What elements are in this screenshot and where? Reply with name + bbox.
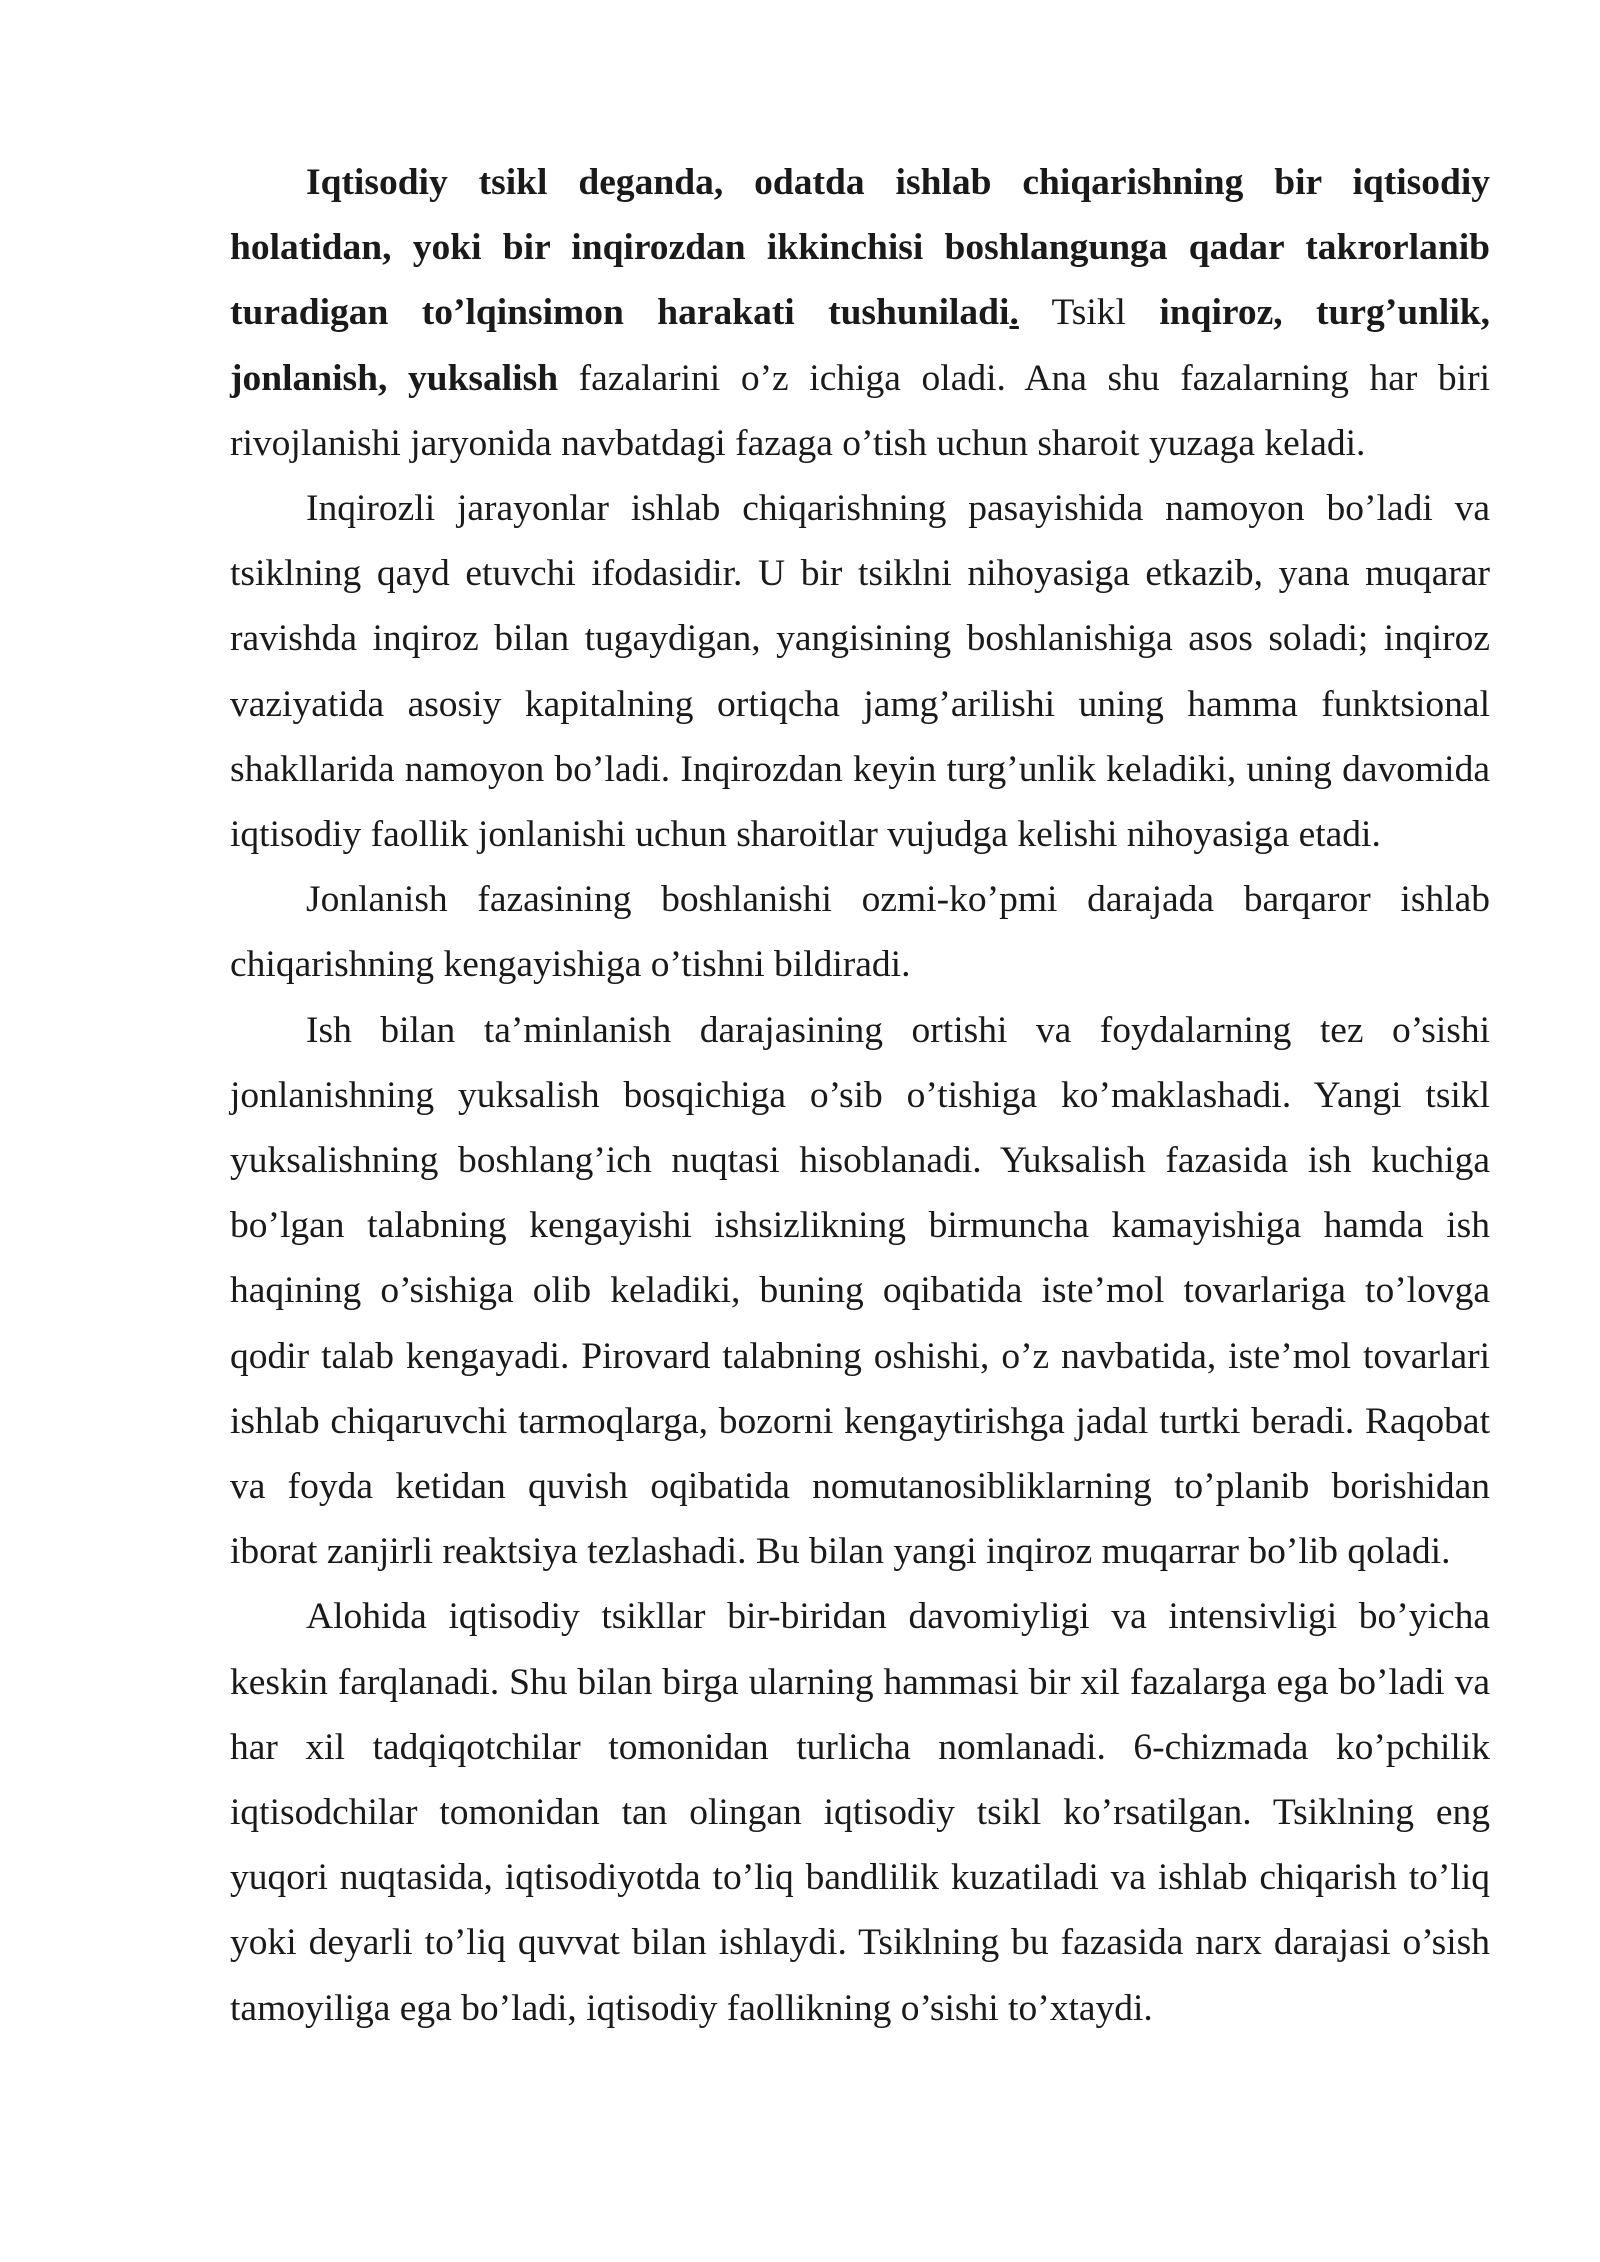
- phases-bold-list: inqiroz, turg’unlik, jonlanish, yuksalish: [230, 292, 1490, 399]
- paragraph-revival: Jonlanish fazasining boshlanishi ozmi-ko’pmi darajada barqaror ishlab chiqarishning kengayishiga o’tishni bildiradi.: [230, 879, 1490, 986]
- paragraph-upswing: Ish bilan ta’minlanish darajasining ortishi va foydalarning tez o’sishi jonlanishning yuksalish bosqichiga o’sib o’tishiga ko’maklashadi. Yangi tsikl yuksalishning boshlang’ich nuqtasi hisoblanadi. Yuksalish fazasida ish kuchiga bo’lgan talabning kengayishi ishsizlikning birmuncha kamayishiga hamda ish haqining o’sishiga olib keladiki, buning oqibatida iste’mol tovarlariga to’lovga qodir talab kengayadi. Pirovard talabning oshishi, o’z navbatida, iste’mol tovarlari ishlab chiqaruvchi tarmoqlarga, bozorni kengaytirishga jadal turtki beradi. Raqobat va foyda ketidan quvish oqibatida nomutanosibliklarning to’planib borishidan iborat zanjirli reaktsiya tezlashadi. Bu bilan yangi inqiroz muqarrar bo’lib qoladi.: [230, 1009, 1490, 1573]
- document-page: [230, 150, 1490, 2041]
- definition-end-mark: .: [1009, 292, 1019, 334]
- phases-intro-text: Tsikl: [1018, 292, 1160, 334]
- definition-bold-text: Iqtisodiy tsikl deganda, odatda ishlab chiqarishning bir iqtisodiy holatidan, yoki bir inqirozdan ikkinchisi boshlangunga qadar takrorlanib turadigan to’lqinsimon harakati tushuniladi: [230, 162, 1490, 334]
- paragraph-crisis: Inqirozli jarayonlar ishlab chiqarishning pasayishida namoyon bo’ladi va tsiklning qayd etuvchi ifodasidir. U bir tsiklni nihoyasiga etkazib, yana muqarar ravishda inqiroz bilan tugaydigan, yangisining boshlanishiga asos soladi; inqiroz vaziyatida asosiy kapitalning ortiqcha jamg’arilishi uning hamma funktsional shakllarida namoyon bo’ladi. Inqirozdan keyin turg’unlik keladiki, uning davomida iqtisodiy faollik jonlanishi uchun sharoitlar vujudga kelishi nihoyasiga etadi.: [230, 488, 1490, 856]
- phases-description-text: fazalarini o’z ichiga oladi. Ana shu fazalarning har biri rivojlanishi jaryonida navbatdagi fazaga o’tish uchun sharoit yuzaga keladi.: [230, 357, 1490, 464]
- paragraph-cycle-phases: Alohida iqtisodiy tsikllar bir-biridan davomiyligi va intensivligi bo’yicha keskin farqlanadi. Shu bilan birga ularning hammasi bir xil fazalarga ega bo’ladi va har xil tadqiqotchilar tomonidan turlicha nomlanadi. 6-chizmada ko’pchilik iqtisodchilar tomonidan tan olingan iqtisodiy tsikl ko’rsatilgan. Tsiklning eng yuqori nuqtasida, iqtisodiyotda to’liq bandlilik kuzatiladi va ishlab chiqarish to’liq yoki deyarli to’liq quvvat bilan ishlaydi. Tsiklning bu fazasida narx darajasi o’sish tamoyiliga ega bo’ladi, iqtisodiy faollikning o’sishi to’xtaydi.: [230, 1596, 1490, 2029]
- paragraph-economic-cycle-definition: [230, 150, 1490, 476]
